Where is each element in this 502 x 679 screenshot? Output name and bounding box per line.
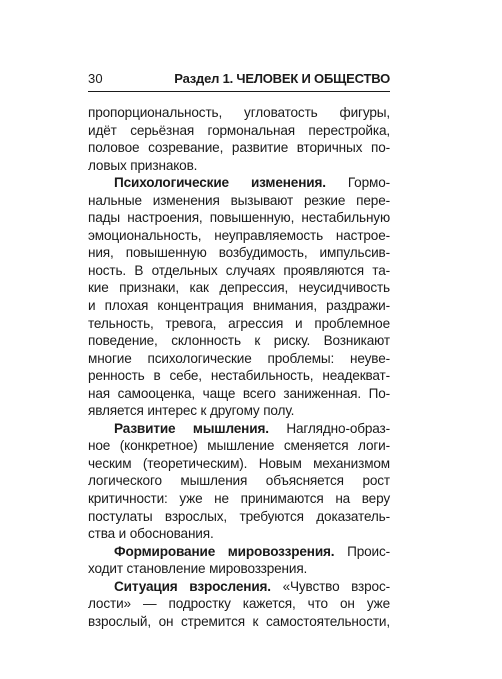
text-line: половое созревание, развитие вторичных по- [88, 140, 390, 156]
book-page [88, 70, 390, 630]
text-line: ренность в себе, нестабильность, неадекват- [88, 368, 390, 384]
text-line: и плохая концентрация внимания, раздражи- [88, 298, 390, 314]
text-line: лости» — подростку кажется, что он уже [88, 596, 390, 612]
text-line: кие признаки, как депрессия, неусидчивость [88, 280, 390, 296]
text-line: ходит становление мировоззрения. [88, 561, 308, 577]
text-line: ловых признаков. [88, 157, 198, 173]
running-header [88, 70, 390, 90]
text-line: пады настроения, повышенную, нестабильную [88, 210, 390, 226]
text-line: нальные изменения вызывают резкие пере- [88, 192, 390, 208]
text-line: ное (конкретное) мышление сменяется логи- [88, 438, 390, 454]
text-line: ния, повышенную возбудимость, импульсив- [88, 245, 390, 261]
paragraph-heading: Формирование мировоззрения. [114, 543, 335, 559]
section-title: Раздел 1. ЧЕЛОВЕК И ОБЩЕСТВО [174, 71, 390, 86]
text-line: пропорциональность, угловатость фигуры, [88, 105, 390, 120]
text-line: эмоциональность, неуправляемость настрое- [88, 227, 390, 243]
paragraph-heading-line: Ситуация взросления. «Чувство взрос- [114, 578, 390, 594]
text-line: постулаты взрослых, требуются доказатель- [88, 508, 390, 524]
paragraph-heading: Развитие мышления. [114, 420, 269, 436]
text-line: ность. В отдельных случаях проявляются та- [88, 262, 390, 278]
text-line: тельность, тревога, агрессия и проблемное [88, 315, 390, 331]
text-line: ная самооценка, чаще всего заниженная. По- [88, 385, 390, 401]
text-line: логического мышления объясняется рост [88, 473, 390, 489]
text-line: является интерес к другому полу. [88, 403, 295, 419]
body-text [88, 104, 390, 630]
text-line: многие психологические проблемы: неуве- [88, 350, 390, 366]
text-line: ческим (теоретическим). Новым механизмом [88, 455, 390, 471]
text-line: ства и обоснования. [88, 526, 214, 542]
text-line: взрослый, он стремится к самостоятельности, [88, 613, 390, 629]
paragraph-heading: Ситуация взросления. [114, 578, 271, 594]
page-number: 30 [88, 71, 103, 86]
text-line: идёт серьёзная гормональная перестройка, [88, 122, 390, 138]
text-line: критичности: уже не принимаются на веру [88, 491, 390, 507]
paragraph-heading: Психологические изменения. [114, 175, 326, 191]
text-line: поведение, склонность к риску. Возникают [88, 333, 390, 349]
paragraph-heading-line: Формирование мировоззрения. Проис- [114, 543, 390, 559]
paragraph-heading-line: Развитие мышления. Наглядно-образ- [114, 420, 390, 436]
header-rule [88, 91, 390, 92]
paragraph-heading-line: Психологические изменения. Гормо- [114, 175, 390, 191]
